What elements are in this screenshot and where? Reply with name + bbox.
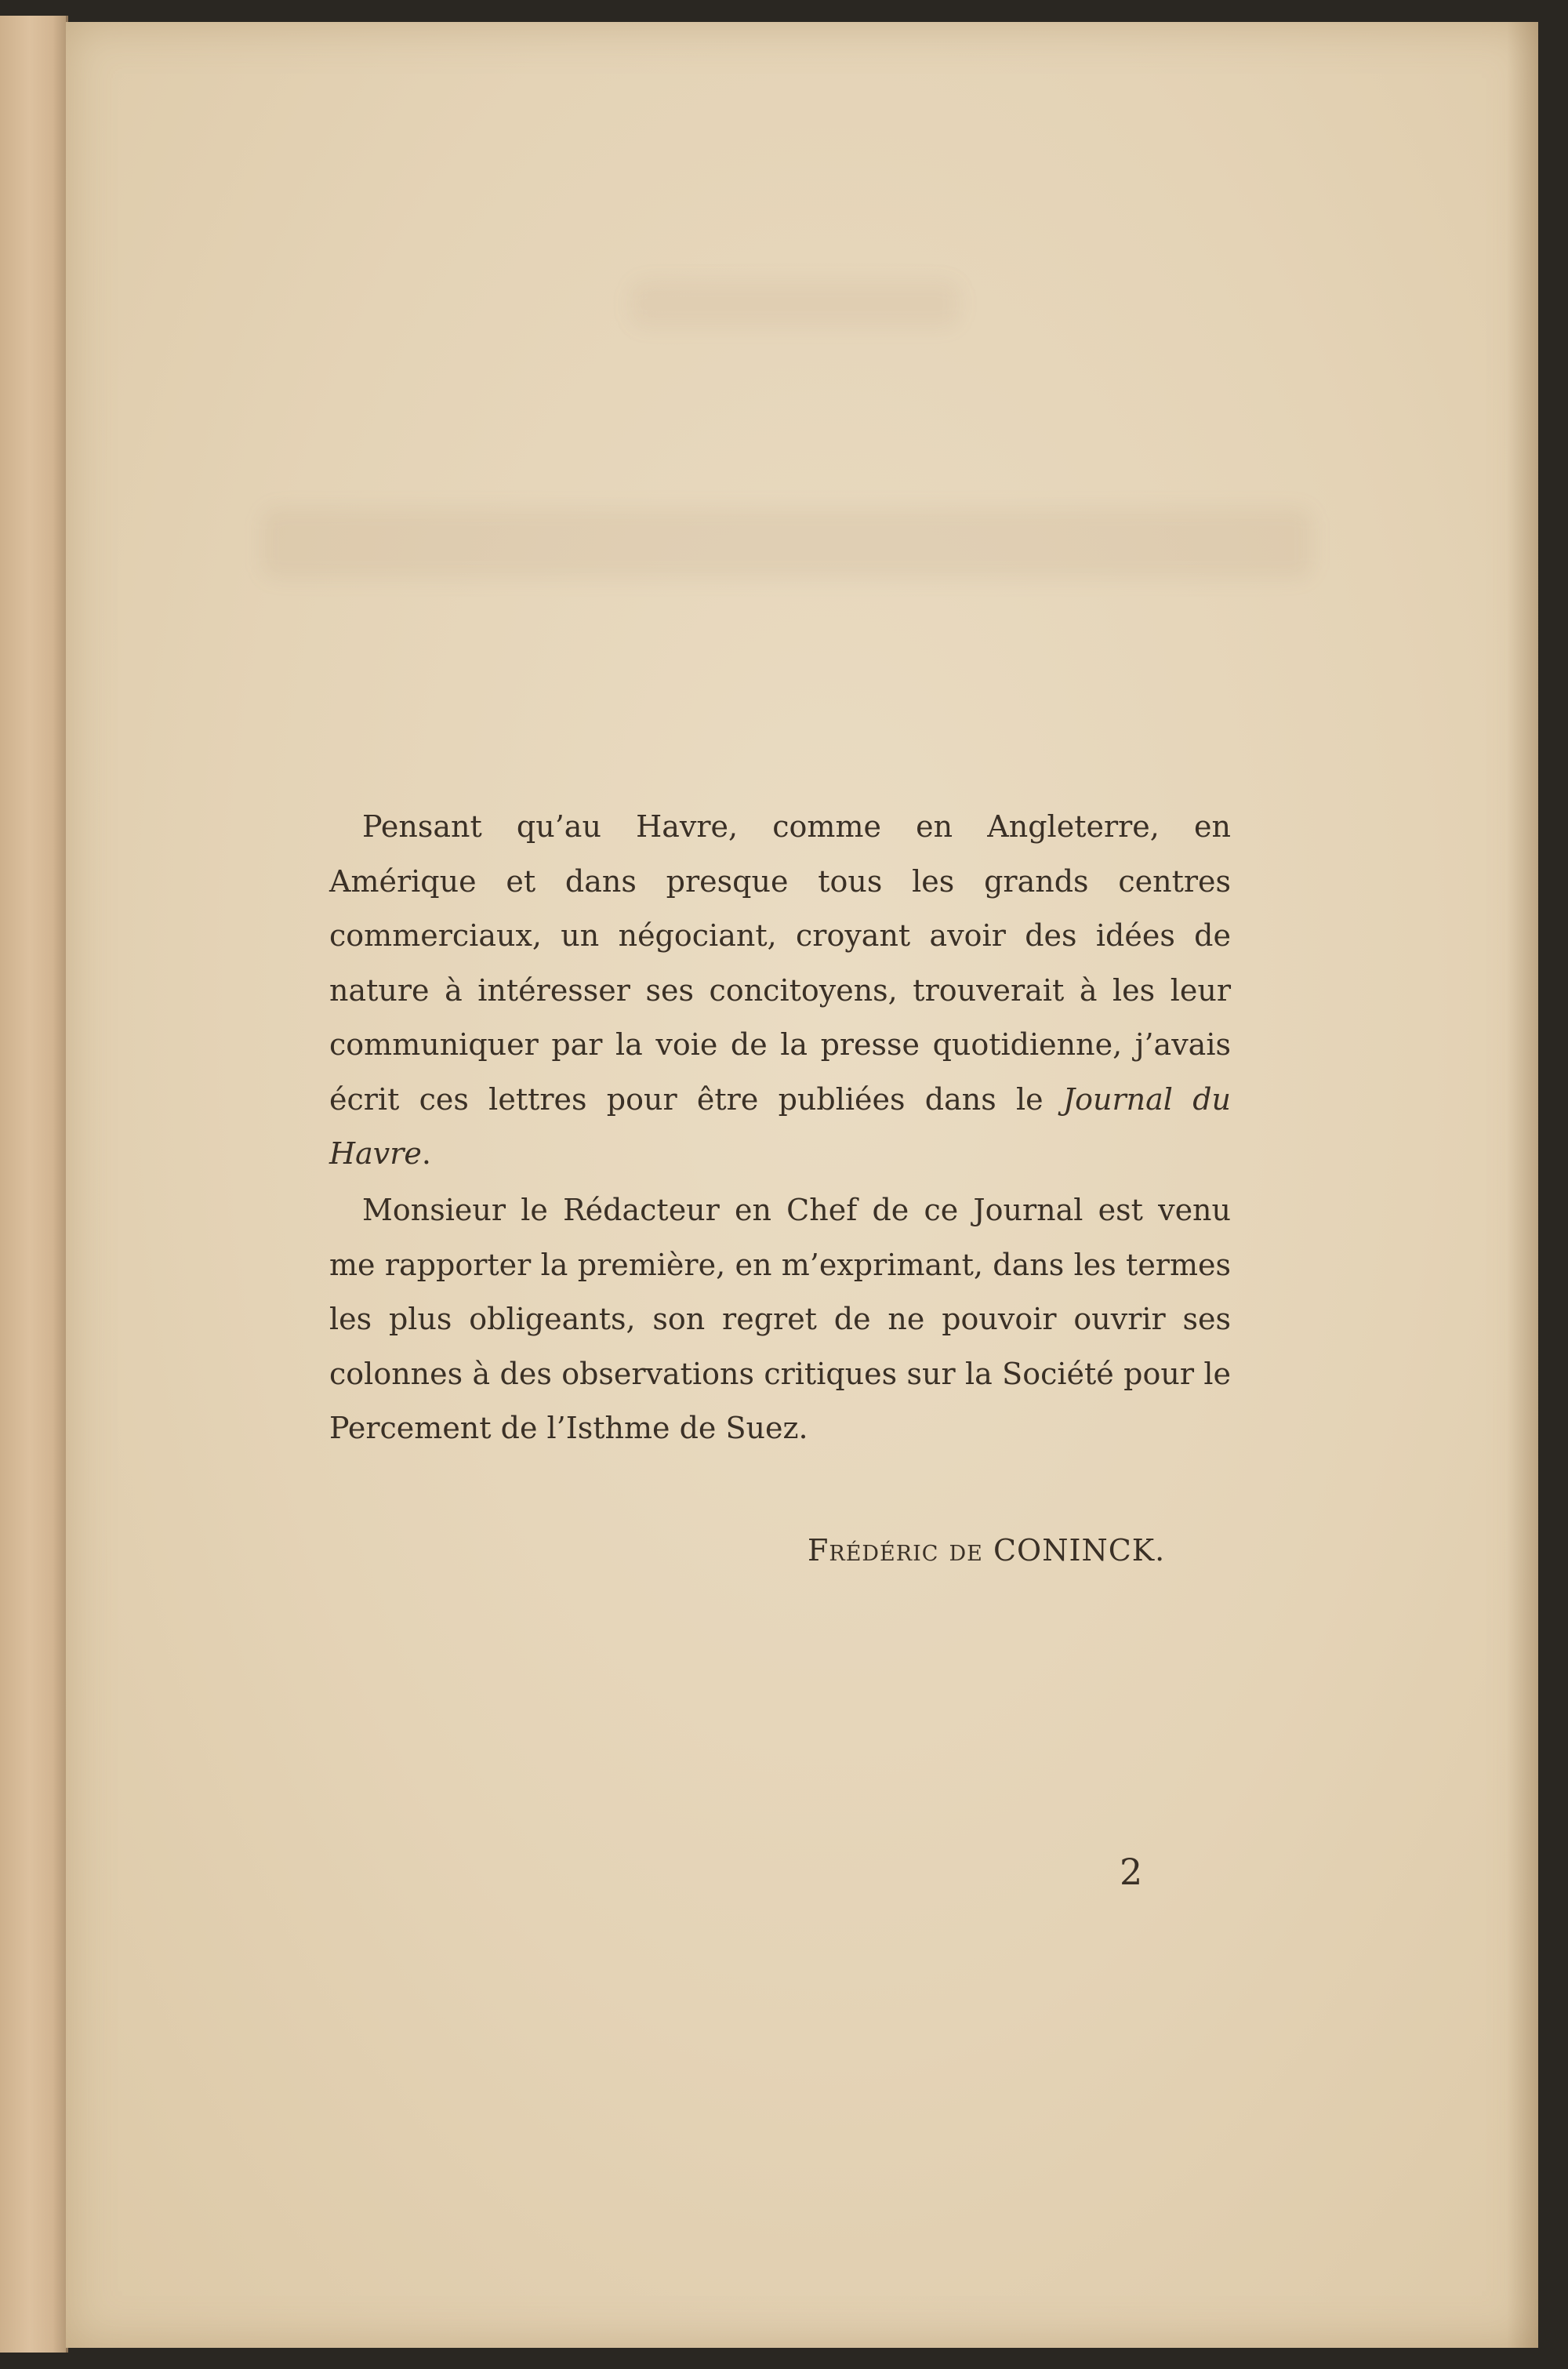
- paragraph-2-text: Monsieur le Rédacteur en Chef de ce Journal est venu me rapporter la première, en m’exprimant, dans les termes les plus obligeants, son regret de ne pouvoir ouvrir ses colonnes à des observations critiques sur la Société pour le Percement de l’Isthme de Suez.: [329, 1193, 1231, 1445]
- page-edge-shadow: [1507, 22, 1538, 2348]
- paragraph-1: [329, 800, 1231, 1182]
- signature-particle: de: [949, 1533, 983, 1568]
- journal-title: Journal du Havre: [329, 1081, 1231, 1171]
- bleed-through-subtitle: [630, 281, 960, 328]
- bleed-through-title: [262, 508, 1312, 579]
- paragraph-1-text: [329, 800, 1231, 1182]
- paragraph-1-end: .: [421, 1136, 432, 1171]
- signature-first-name: Frédéric: [808, 1533, 939, 1568]
- signature-last-name: CONINCK.: [993, 1533, 1166, 1568]
- page-number: 2: [1120, 1851, 1143, 1893]
- signature: [808, 1533, 1165, 1568]
- paragraph-2: [329, 1183, 1231, 1456]
- left-page-edge: [0, 16, 68, 2353]
- paragraph-1-body: Pensant qu’au Havre, comme en Angleterre, en Amérique et dans presque tous les grands centres commerciaux, un négociant, croyant avoir des idées de nature à intéresser ses concitoyens, trouverait à les leur communiquer par la voie de la presse quotidienne, j’avais écrit ces lettres pour être publiées dans le: [329, 809, 1231, 1117]
